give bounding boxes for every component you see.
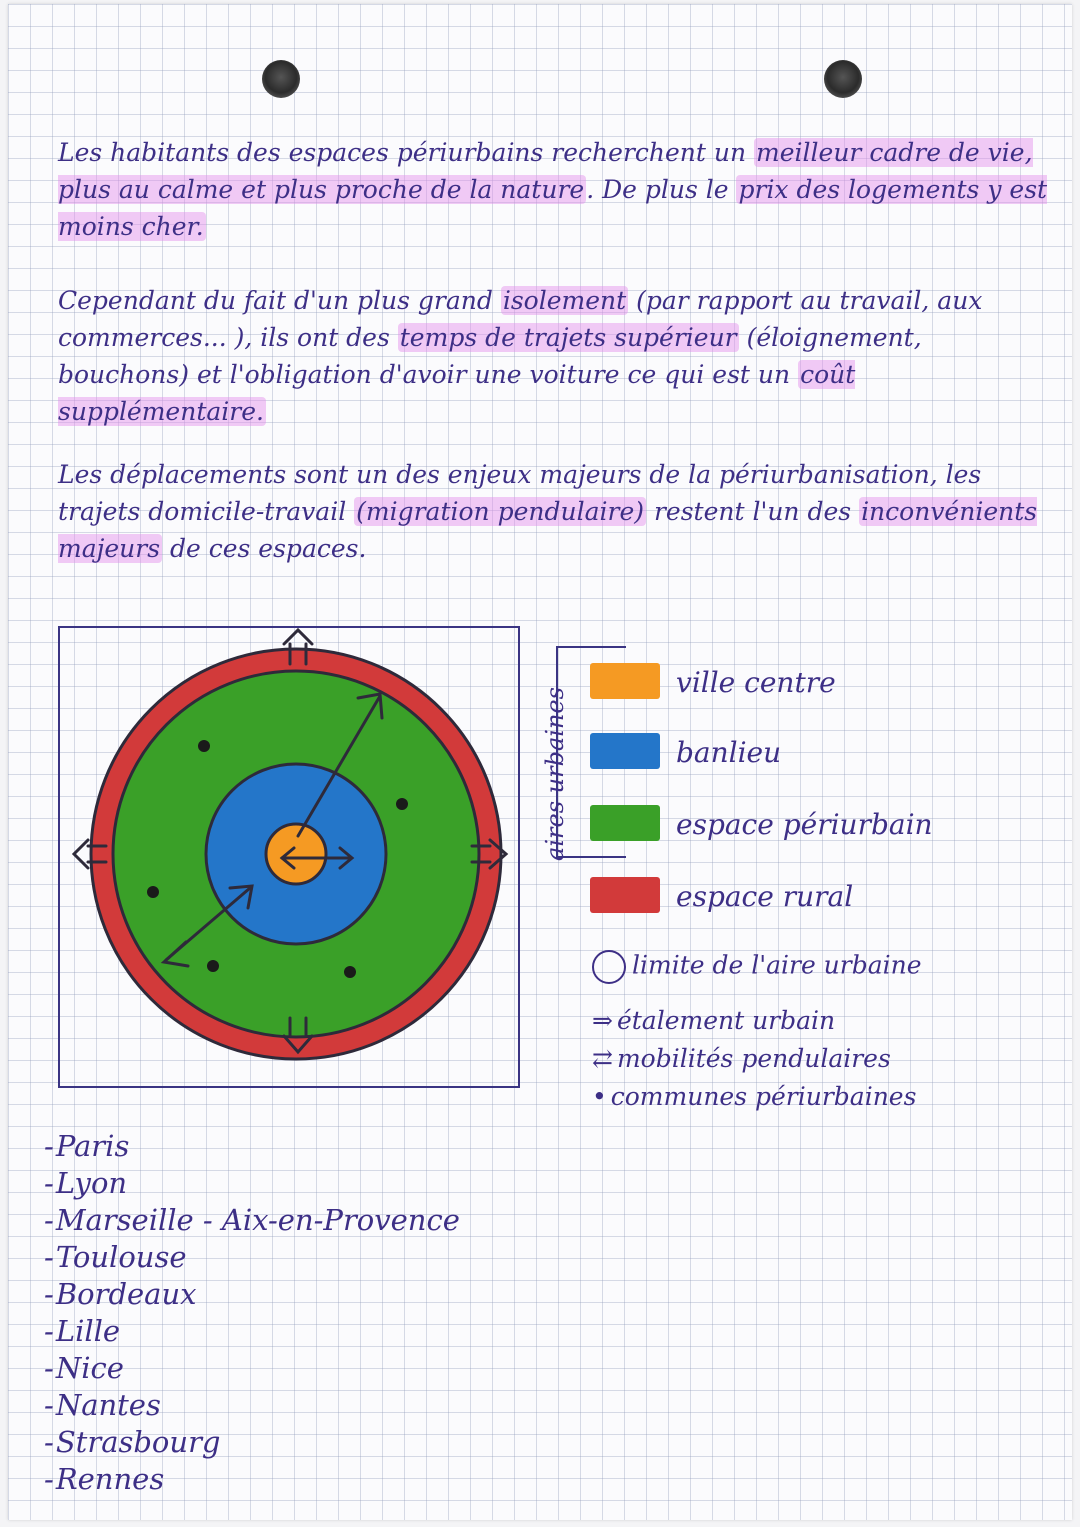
commune-dot xyxy=(198,740,210,752)
legend-mobilites-label: mobilités pendulaires xyxy=(616,1044,891,1073)
city-list xyxy=(44,1128,460,1498)
highlighted-text: (migration pendulaire) xyxy=(356,497,644,526)
text-segment: (par rapport au travail, aux commerces... ), ils ont des xyxy=(58,286,983,352)
text-segment: Les déplacements sont un des enjeux majeurs de la périurbanisation, les trajets domicile-travail xyxy=(58,460,982,526)
swatch-banlieu xyxy=(590,733,660,769)
text-segment: Les habitants des espaces périurbains recherchent un xyxy=(58,138,755,167)
highlighted-text: prix des logements y est moins cher. xyxy=(58,175,1048,241)
swatch-rural xyxy=(590,877,660,913)
paragraph-mobility xyxy=(58,456,1048,567)
text-segment: . De plus le xyxy=(586,175,737,204)
highlighted-text: temps de trajets supérieur xyxy=(399,323,737,352)
city-center xyxy=(266,824,326,884)
text-segment: (éloignement, bouchons) et l'obligation d'avoir une voiture ce qui est un xyxy=(58,323,922,389)
legend-label-banlieu: banlieu xyxy=(676,736,782,769)
legend-symbol-etalement xyxy=(592,1006,835,1035)
legend-item-ville-centre xyxy=(590,662,660,700)
legend-label-periurbain: espace périurbain xyxy=(676,808,933,841)
legend-item-periurbain xyxy=(590,804,660,842)
legend-etalement-label: étalement urbain xyxy=(616,1006,836,1035)
circle-limit-icon xyxy=(592,950,626,984)
city-item: - Paris xyxy=(44,1128,460,1165)
urban-area-diagram xyxy=(58,626,520,1088)
highlighted-text: inconvénients majeurs xyxy=(58,497,1038,563)
highlighted-text: meilleur cadre de vie, plus au calme et plus proche de la nature xyxy=(58,138,1033,204)
dot-icon: • xyxy=(592,1082,607,1111)
text-segment: de ces espaces. xyxy=(162,534,367,563)
legend-symbol-mobilites xyxy=(592,1044,891,1073)
commune-dot xyxy=(147,886,159,898)
text-segment: Cependant du fait d'un plus grand xyxy=(58,286,501,315)
legend-symbol-communes xyxy=(592,1082,916,1111)
city-item: - Toulouse xyxy=(44,1239,460,1276)
city-item: - Nice xyxy=(44,1350,460,1387)
legend-item-banlieu xyxy=(590,732,660,770)
city-item: - Bordeaux xyxy=(44,1276,460,1313)
text-segment: restent l'un des xyxy=(646,497,860,526)
legend-label-ville-centre: ville centre xyxy=(676,666,836,699)
city-item: - Rennes xyxy=(44,1461,460,1498)
legend-communes-label: communes périurbaines xyxy=(610,1082,917,1111)
punch-hole-left xyxy=(262,60,300,98)
two-way-arrow-icon: ⇄ xyxy=(592,1044,613,1073)
commune-dot xyxy=(207,960,219,972)
commune-dot xyxy=(396,798,408,810)
double-arrow-icon: ⇒ xyxy=(592,1006,613,1035)
city-item: - Nantes xyxy=(44,1387,460,1424)
legend-limite-label: limite de l'aire urbaine xyxy=(632,950,922,980)
commune-dot xyxy=(344,966,356,978)
city-item: - Lille xyxy=(44,1313,460,1350)
legend-label-rural: espace rural xyxy=(676,880,854,913)
swatch-periurbain xyxy=(590,805,660,841)
legend-item-rural xyxy=(590,876,660,914)
highlighted-text: coût supplémentaire. xyxy=(58,360,856,426)
city-item: - Lyon xyxy=(44,1165,460,1202)
paragraph-motivations xyxy=(58,134,1048,245)
punch-hole-right xyxy=(824,60,862,98)
city-item: - Strasbourg xyxy=(44,1424,460,1461)
swatch-ville-centre xyxy=(590,663,660,699)
city-item: - Marseille - Aix-en-Provence xyxy=(44,1202,460,1239)
aires-urbaines-label: aires urbaines xyxy=(541,687,569,861)
legend-symbol-limite xyxy=(592,950,922,984)
highlighted-text: isolement xyxy=(502,286,627,315)
paragraph-constraints xyxy=(58,282,1048,430)
